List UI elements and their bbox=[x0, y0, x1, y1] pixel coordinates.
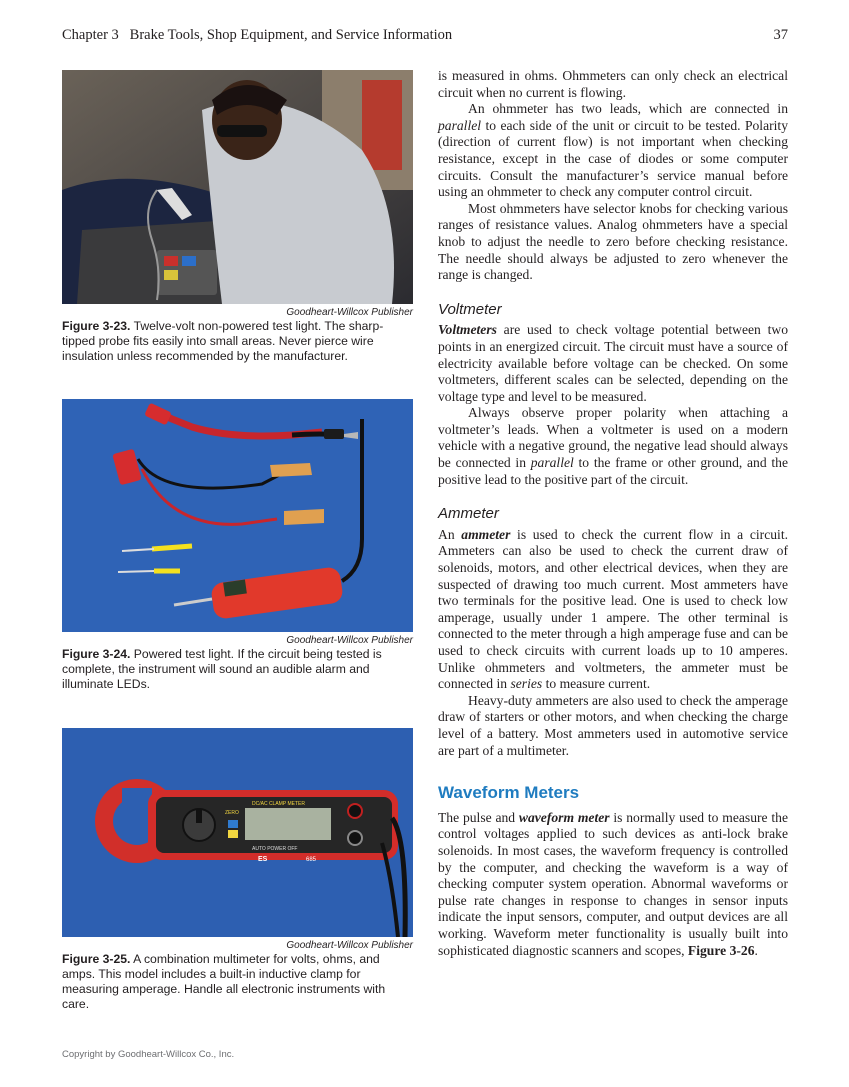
svg-text:DC/AC CLAMP METER: DC/AC CLAMP METER bbox=[252, 801, 305, 807]
photo-clamp-multimeter bbox=[62, 728, 413, 937]
figure-caption: Figure 3-24. Powered test light. If the circuit being tested is complete, the instrument will sound an audible alarm and illuminate LEDs. bbox=[62, 647, 382, 691]
heading-voltmeter: Voltmeter bbox=[438, 300, 502, 318]
photo-test-light-technician bbox=[62, 70, 413, 304]
paragraph: Always observe proper polarity when attaching a voltmeter’s leads. When a voltmeter is used on a modern vehicle with a negative ground, the negative lead should always be connected in parallel to the frame or other ground, and the positive lead to the positive part of the circuit. bbox=[438, 405, 788, 487]
text-column bbox=[438, 68, 788, 959]
figure-credit: Goodheart-Willcox Publisher bbox=[286, 635, 413, 646]
paragraph: An ammeter is used to check the current flow in a circuit. Ammeters can also be used to check the current draw of solenoids, motors, and other electrical devices, when they are suspected of drawing too much current. Most ammeters have two terminals for the positive lead. One is used to check low amperage, usually under 1 ampere. The other terminal is connected to the meter through a high amperage fuse and can be used to check circuits with current loads up to 10 amperes. Unlike ohmmeters and voltmeters, the ammeter must be connected in series to measure current. bbox=[438, 526, 788, 692]
paragraph: Most ohmmeters have selector knobs for checking various ranges of resistance values. Analog ohmmeters have a special knob to adjust the needle to zero before checking resistance. The needle should always be adjusted to zero whenever the range is changed. bbox=[438, 200, 788, 283]
photo-powered-test-light bbox=[62, 399, 413, 632]
svg-text:685: 685 bbox=[306, 857, 317, 863]
heading-waveform-meters: Waveform Meters bbox=[438, 783, 580, 803]
chapter-title: Chapter 3 Brake Tools, Shop Equipment, and Service Information bbox=[62, 27, 453, 43]
figure-caption: Figure 3-23. Twelve-volt non-powered test light. The sharp-tipped probe fits easily into small areas. Never pierce wire insulation unless recommended by the manufacturer. bbox=[62, 319, 384, 363]
figure-3-24 bbox=[62, 399, 413, 692]
paragraph: The pulse and waveform meter is normally used to measure the control voltages applied to such devices as anti-lock brake solenoids. In most cases, the waveform frequency is controlled by the computer, and checking the waveform is a way of checking computer system operation. Abnormal waveforms or pulse rate changes in response to changes in sensor inputs indicate the input sensors, computer, and output devices are all working. Waveform meter functionality is usually built into sophisticated diagnostic scanners and scopes, Figure 3-26. bbox=[438, 809, 788, 958]
svg-text:ZERO: ZERO bbox=[225, 810, 239, 816]
figure-credit: Goodheart-Willcox Publisher bbox=[286, 940, 413, 951]
paragraph: is measured in ohms. Ohmmeters can only check an electrical circuit when no current is flowing. bbox=[438, 68, 788, 100]
svg-text:ES: ES bbox=[258, 856, 268, 863]
figure-credit: Goodheart-Willcox Publisher bbox=[286, 307, 413, 318]
figure-3-25 bbox=[62, 728, 413, 1012]
figure-reference: Figure 3-26 bbox=[687, 942, 755, 958]
heading-ammeter: Ammeter bbox=[438, 505, 499, 523]
figure-3-23 bbox=[62, 70, 413, 364]
paragraph: An ohmmeter has two leads, which are connected in parallel to each side of the unit or circuit to be tested. Polarity (direction of current flow) is not important when checking resistance, except in the case of diodes or some computer circuits. Consult the manufacturer’s service manual before using an ohmmeter to check any computer control circuit. bbox=[438, 101, 788, 200]
figure-caption: Figure 3-25. A combination multimeter for volts, ohms, and amps. This model includes a built-in inductive clamp for measuring amperage. Handle all electronic instruments with care. bbox=[62, 952, 386, 1011]
svg-text:AUTO POWER OFF: AUTO POWER OFF bbox=[252, 846, 298, 852]
running-header bbox=[62, 27, 788, 49]
paragraph: Heavy-duty ammeters are also used to check the amperage draw of starters or other motors, and when checking the charge level of a battery. Most ammeters used in automotive service are part of a multimeter. bbox=[438, 692, 788, 758]
copyright-notice: Copyright by Goodheart-Willcox Co., Inc. bbox=[62, 1049, 235, 1060]
paragraph: Voltmeters are used to check voltage potential between two points in an energized circuit. The circuit must have a source of electricity available before voltage can be checked. On some voltmeters, different scales can be selected, depending on the voltage type and level to be measured. bbox=[438, 322, 788, 404]
page-number: 37 bbox=[773, 27, 788, 43]
